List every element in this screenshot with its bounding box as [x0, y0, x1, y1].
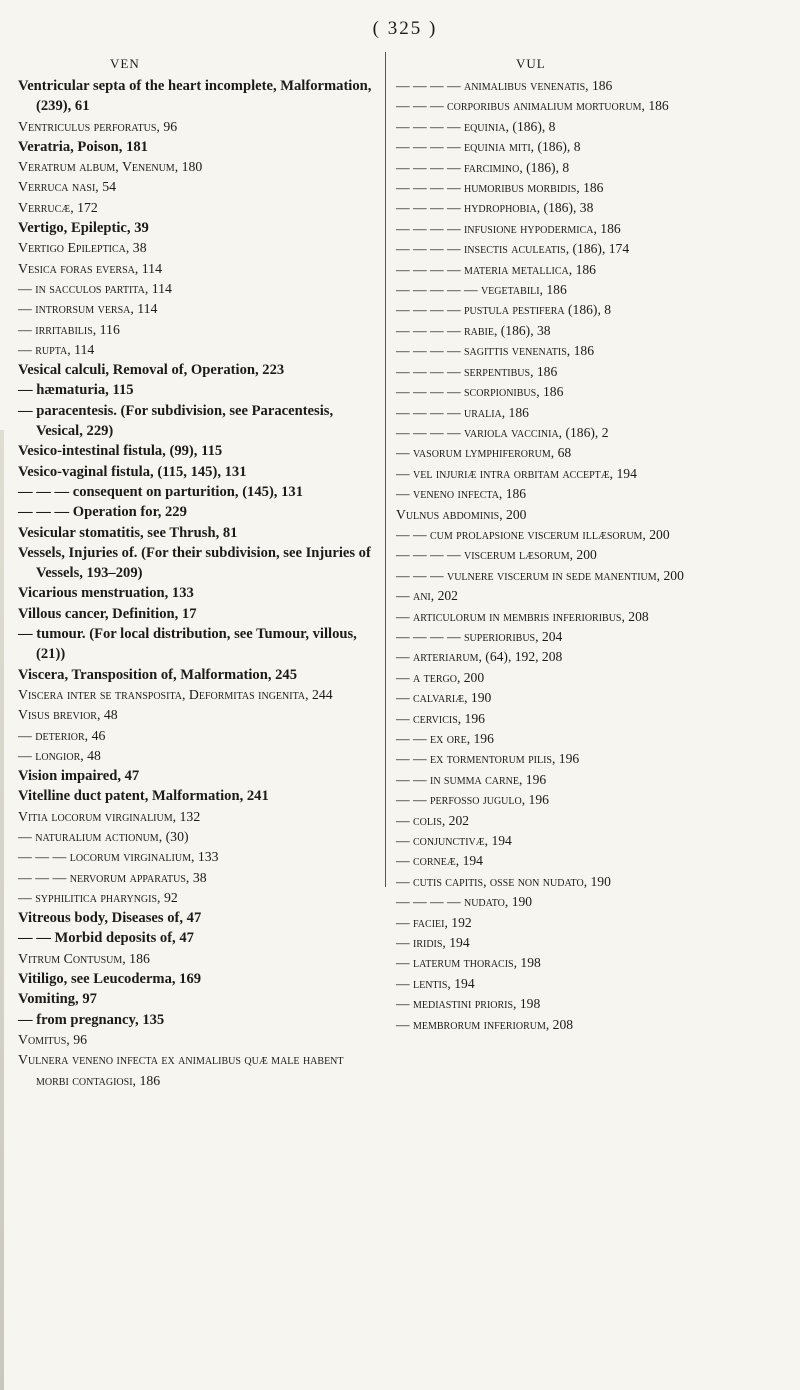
index-entry: — iridis, 194 [396, 935, 470, 951]
index-entry: — — — — sagittis venenatis, 186 [396, 343, 594, 359]
index-entry: — — — — hydrophobia, (186), 38 [396, 200, 594, 216]
index-entry: — — — — insectis aculeatis, (186), 174 [396, 241, 630, 257]
index-entry: — cervicis, 196 [396, 710, 485, 726]
index-entry: — vasorum lymphiferorum, 68 [396, 445, 572, 461]
index-entry: Ventriculus perforatus, 96 [18, 118, 178, 134]
index-entry: Vesicular stomatitis, see Thrush, 81 [18, 524, 238, 541]
index-entry: — naturalium actionum, (30) [18, 828, 189, 844]
index-entry: Vesico-intestinal fistula, (99), 115 [18, 443, 223, 460]
index-entry: Vitiligo, see Leucoderma, 169 [18, 971, 202, 988]
index-entry: — — — — uralia, 186 [396, 404, 529, 420]
index-entry: — — — — materia metallica, 186 [396, 261, 596, 277]
left-column [18, 56, 378, 1091]
index-entry: — from pregnancy, 135 [18, 1011, 165, 1028]
index-entry: Vicarious menstruation, 133 [18, 585, 194, 602]
page-number: ( 325 ) [372, 18, 438, 39]
right-column [396, 56, 796, 1035]
index-entry: — — — — equinia, (186), 8 [396, 118, 556, 134]
index-entry: — veneno infecta, 186 [396, 486, 527, 502]
index-entry: Viscera inter se transposita, Deformitas ingenita, 244 [18, 686, 333, 702]
index-entry: — — — — viscerum læsorum, 200 [396, 547, 597, 563]
index-entry: — hæmaturia, 115 [18, 382, 134, 399]
index-entry: — cutis capitis, osse non nudato, 190 [396, 873, 611, 889]
index-entry: Vulnera veneno infecta ex animalibus quæ male habent morbi contagiosi, 186 [18, 1052, 344, 1088]
column-divider [385, 52, 386, 887]
index-entry: — conjunctivæ, 194 [396, 833, 512, 849]
index-entry: — introrsum versa, 114 [18, 301, 158, 317]
index-entry: — — — Operation for, 229 [18, 504, 187, 521]
index-entry: — — — — — vegetabili, 186 [396, 282, 567, 298]
index-entry: Vertigo, Epileptic, 39 [18, 220, 149, 237]
index-entry: — — cum prolapsione viscerum illæsorum, 200 [396, 526, 670, 542]
index-entry: Vulnus abdominis, 200 [396, 506, 527, 522]
index-entry: — paracentesis. (For subdivision, see Paracentesis, Vesical, 229) [18, 402, 334, 440]
index-entry: — mediastini prioris, 198 [396, 996, 541, 1012]
index-entry: — — — nervorum apparatus, 38 [18, 869, 207, 885]
index-entry: Veratria, Poison, 181 [18, 138, 148, 155]
index-entry: — rupta, 114 [18, 341, 95, 357]
left-column-head: VEN [110, 56, 140, 71]
index-entry: — faciei, 192 [396, 914, 472, 930]
index-entry: — tumour. (For local distribution, see Tumour, villous, (21)) [18, 626, 357, 663]
index-entry: — deterior, 46 [18, 727, 106, 743]
index-entry: Vomitus, 96 [18, 1031, 87, 1047]
index-entry: — — — — animalibus venenatis, 186 [396, 78, 613, 93]
index-entry: — — — vulnere viscerum in sede manentium, 200 [396, 567, 684, 583]
index-entry: — arteriarum, (64), 192, 208 [396, 649, 563, 665]
index-entry: — — — — serpentibus, 186 [396, 363, 558, 379]
index-entry: — — Morbid deposits of, 47 [18, 930, 194, 947]
index-entry: Verruca nasi, 54 [18, 179, 117, 195]
index-entry: — corneæ, 194 [396, 853, 483, 869]
index-entry: — longior, 48 [18, 747, 101, 763]
index-entry: — — — — rabie, (186), 38 [396, 322, 551, 338]
binding-shadow [0, 430, 4, 1390]
index-entry: — vel injuriæ intra orbitam acceptæ, 194 [396, 465, 637, 481]
index-entry: Vesico-vaginal fistula, (115, 145), 131 [18, 463, 247, 480]
index-entry: — — ex tormentorum pilis, 196 [396, 751, 580, 767]
index-entry: — — — — pustula pestifera (186), 8 [396, 302, 612, 318]
index-entry: — — ex ore, 196 [396, 731, 494, 746]
index-entry: Ventricular septa of the heart incomplete, Malformation, (239), 61 [18, 78, 372, 115]
index-entry: — — — locorum virginalium, 133 [18, 849, 219, 865]
index-entry: Verrucæ, 172 [18, 199, 98, 215]
index-entry: Viscera, Transposition of, Malformation, 245 [18, 666, 298, 683]
index-entry: Vomiting, 97 [18, 991, 97, 1008]
index-entry: — — — — farcimino, (186), 8 [396, 159, 570, 175]
right-entry-list [396, 76, 796, 1035]
index-entry: Vessels, Injuries of. (For their subdivision, see Injuries of Vessels, 193–209) [18, 544, 371, 582]
index-entry: — — — — scorpionibus, 186 [396, 384, 564, 400]
index-entry: — ani, 202 [396, 588, 458, 604]
index-entry: — — in summa carne, 196 [396, 771, 547, 787]
index-entry: Vertigo Epileptica, 38 [18, 240, 147, 256]
index-entry: — syphilitica pharyngis, 92 [18, 889, 178, 905]
index-entry: — articulorum in membris inferioribus, 208 [396, 608, 649, 624]
index-entry: — — — — superioribus, 204 [396, 628, 563, 644]
index-entry: — laterum thoracis, 198 [396, 955, 541, 971]
index-entry: — — — corporibus animalium mortuorum, 186 [396, 98, 669, 114]
left-entry-list [18, 76, 378, 1091]
index-entry: Vitelline duct patent, Malformation, 241 [18, 788, 269, 805]
index-entry: Visus brevior, 48 [18, 707, 118, 723]
right-column-head: VUL [516, 56, 546, 71]
index-entry: Vesical calculi, Removal of, Operation, 223 [18, 362, 285, 379]
index-entry: — — — — nudato, 190 [396, 894, 533, 910]
index-entry: — colis, 202 [396, 812, 470, 828]
index-entry: — — — consequent on parturition, (145), 131 [18, 483, 303, 500]
index-entry: Villous cancer, Definition, 17 [18, 605, 197, 622]
index-entry: — a tergo, 200 [396, 669, 485, 685]
index-entry: Vision impaired, 47 [18, 768, 140, 785]
index-entry: Vitreous body, Diseases of, 47 [18, 910, 202, 927]
index-entry: — — — — variola vaccinia, (186), 2 [396, 424, 609, 440]
index-entry: — calvariæ, 190 [396, 690, 492, 706]
index-entry: — irritabilis, 116 [18, 321, 120, 337]
index-entry: — — perfosso jugulo, 196 [396, 792, 549, 808]
index-entry: — — — — infusione hypodermica, 186 [396, 220, 621, 236]
index-entry: Vesica foras eversa, 114 [18, 260, 162, 276]
index-entry: Vitrum Contusum, 186 [18, 950, 150, 966]
index-entry: Vitia locorum virginalium, 132 [18, 808, 201, 824]
index-entry: — — — — humoribus morbidis, 186 [396, 180, 604, 196]
index-entry: — membrorum inferiorum, 208 [396, 1016, 574, 1032]
index-entry: — — — — equinia miti, (186), 8 [396, 139, 581, 155]
index-entry: Veratrum album, Venenum, 180 [18, 159, 203, 175]
index-entry: — lentis, 194 [396, 975, 475, 991]
index-entry: — in sacculos partita, 114 [18, 280, 172, 296]
